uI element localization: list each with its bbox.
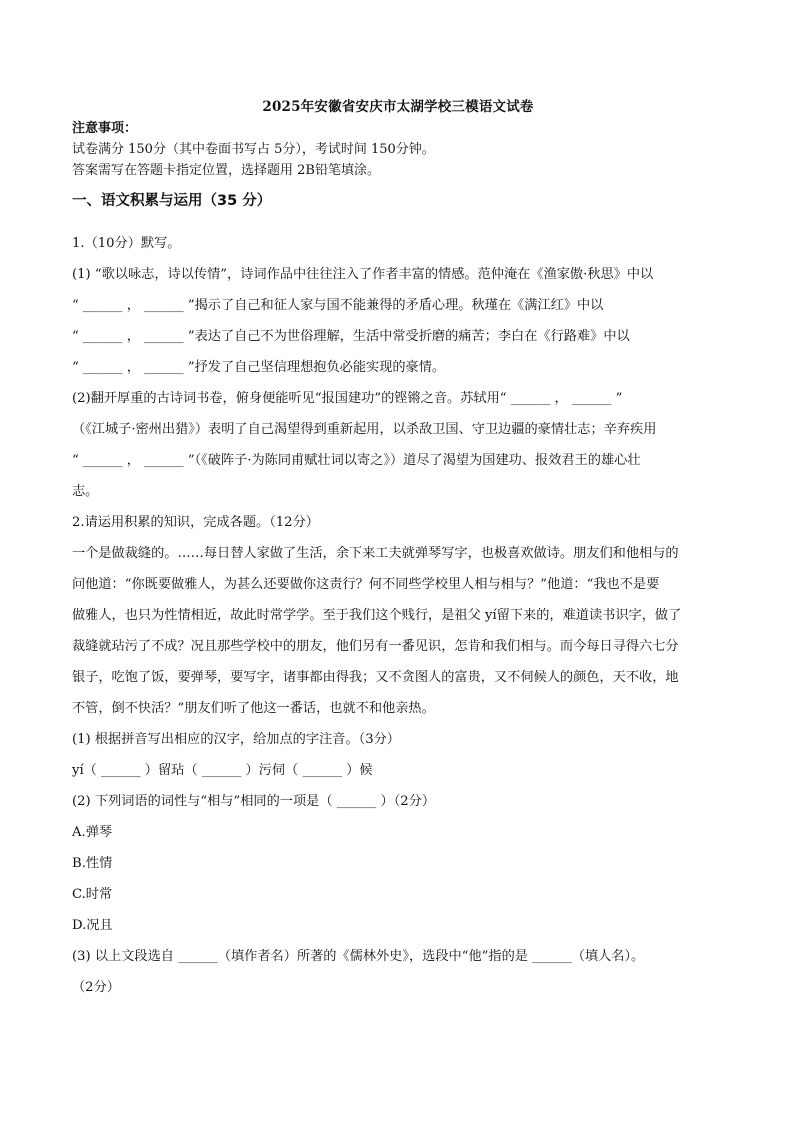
question-1-line: (2)翻开厚重的古诗词书卷，俯身便能听见“报国建功”的铿锵之音。苏轼用“ ______ ， ______ ” (72, 391, 623, 406)
notes-heading: 注意事项： (72, 121, 138, 136)
question-1-line: (1) “歌以咏志，诗以传情”，诗词作品中往往注入了作者丰富的情感。范仲淹在《渔家傲·秋思》中以 (72, 267, 654, 282)
notes-block (72, 119, 724, 181)
question-1-head: 1.（10分）默写。 (72, 236, 181, 251)
sub-question-1: (1) 根据拼音写出相应的汉字，给加点的字注音。（3分） (72, 732, 400, 747)
sub-question-3-score: （2分） (72, 980, 120, 995)
passage-line: 问他道：“你既要做雅人，为甚么还要做你这责行？何不同些学校里人相与相与？”他道：“我也不是要 (72, 577, 660, 592)
option-b: B.性情 (72, 856, 113, 871)
exam-page (72, 95, 724, 1003)
note-item: 答案需写在答题卡指定位置，选择题用 2B铅笔填涂。 (72, 163, 380, 178)
option-c: C.时常 (72, 887, 113, 902)
passage-line: 做雅人，也只为性情相近，故此时常学学。至于我们这个贱行，是祖父 yí留下来的，难道读书识字，做了 (72, 608, 682, 623)
question-2-head: 2.请运用积累的知识，完成各题。（12分） (72, 515, 319, 530)
passage-line: 裁缝就玷污了不成？况且那些学校中的朋友，他们另有一番见识，怎肯和我们相与。而今每日寻得六七分 (72, 639, 679, 654)
passage-line: 银子，吃饱了饭，要弹琴，要写字，诸事都由得我；又不贪图人的富贵，又不伺候人的颜色，天不收，地 (72, 670, 679, 685)
question-1-line: （《江城子·密州出猎》）表明了自己渴望得到重新起用，以杀敌卫国、守卫边疆的豪情壮志；辛弃疾用 (72, 422, 657, 437)
question-1 (72, 228, 724, 507)
passage-line: 不管，倒不快活？”朋友们听了他这一番话，也就不和他亲热。 (72, 701, 435, 716)
question-1-line: “ ______ ， ______ ”表达了自己不为世俗理解，生活中常受折磨的痛苦；李白在《行路难》中以 (72, 329, 630, 344)
exam-title: 2025年安徽省安庆市太湖学校三模语文试卷 (262, 99, 534, 115)
option-a: A.弹琴 (72, 825, 113, 840)
sub-question-2: (2) 下列词语的词性与“相与”相同的一项是（ ______ ）（2分） (72, 794, 436, 809)
question-2 (72, 507, 724, 1003)
question-1-line: “ ______ ， ______ ”抒发了自己坚信理想抱负必能实现的豪情。 (72, 360, 446, 375)
passage-line: 一个是做裁缝的。……每日替人家做了生活，余下来工夫就弹琴写字，也极喜欢做诗。朋友们和他相与的 (72, 546, 679, 561)
sub-question-1-answer-line: yí（ ______ ）留玷（ ______ ）污伺（ ______ ）候 (72, 763, 373, 778)
question-1-line: 志。 (72, 484, 99, 499)
note-item: 试卷满分 150分（其中卷面书写占 5分），考试时间 150分钟。 (72, 142, 435, 157)
sub-question-3: (3) 以上文段选自 ______（填作者名）所著的《儒林外史》，选段中“他”指的是 ______（填人名）。 (72, 949, 645, 964)
question-1-line: “ ______ ， ______ ”（《破阵子·为陈同甫赋壮词以寄之》）道尽了渴望为国建功、报效君王的雄心壮 (72, 453, 641, 468)
question-1-line: “ ______ ， ______ ”揭示了自己和征人家与国不能兼得的矛盾心理。秋瑾在《满江红》中以 (72, 298, 604, 313)
section-heading: 一、语文积累与运用（35 分） (72, 193, 272, 209)
option-d: D.况且 (72, 918, 113, 933)
